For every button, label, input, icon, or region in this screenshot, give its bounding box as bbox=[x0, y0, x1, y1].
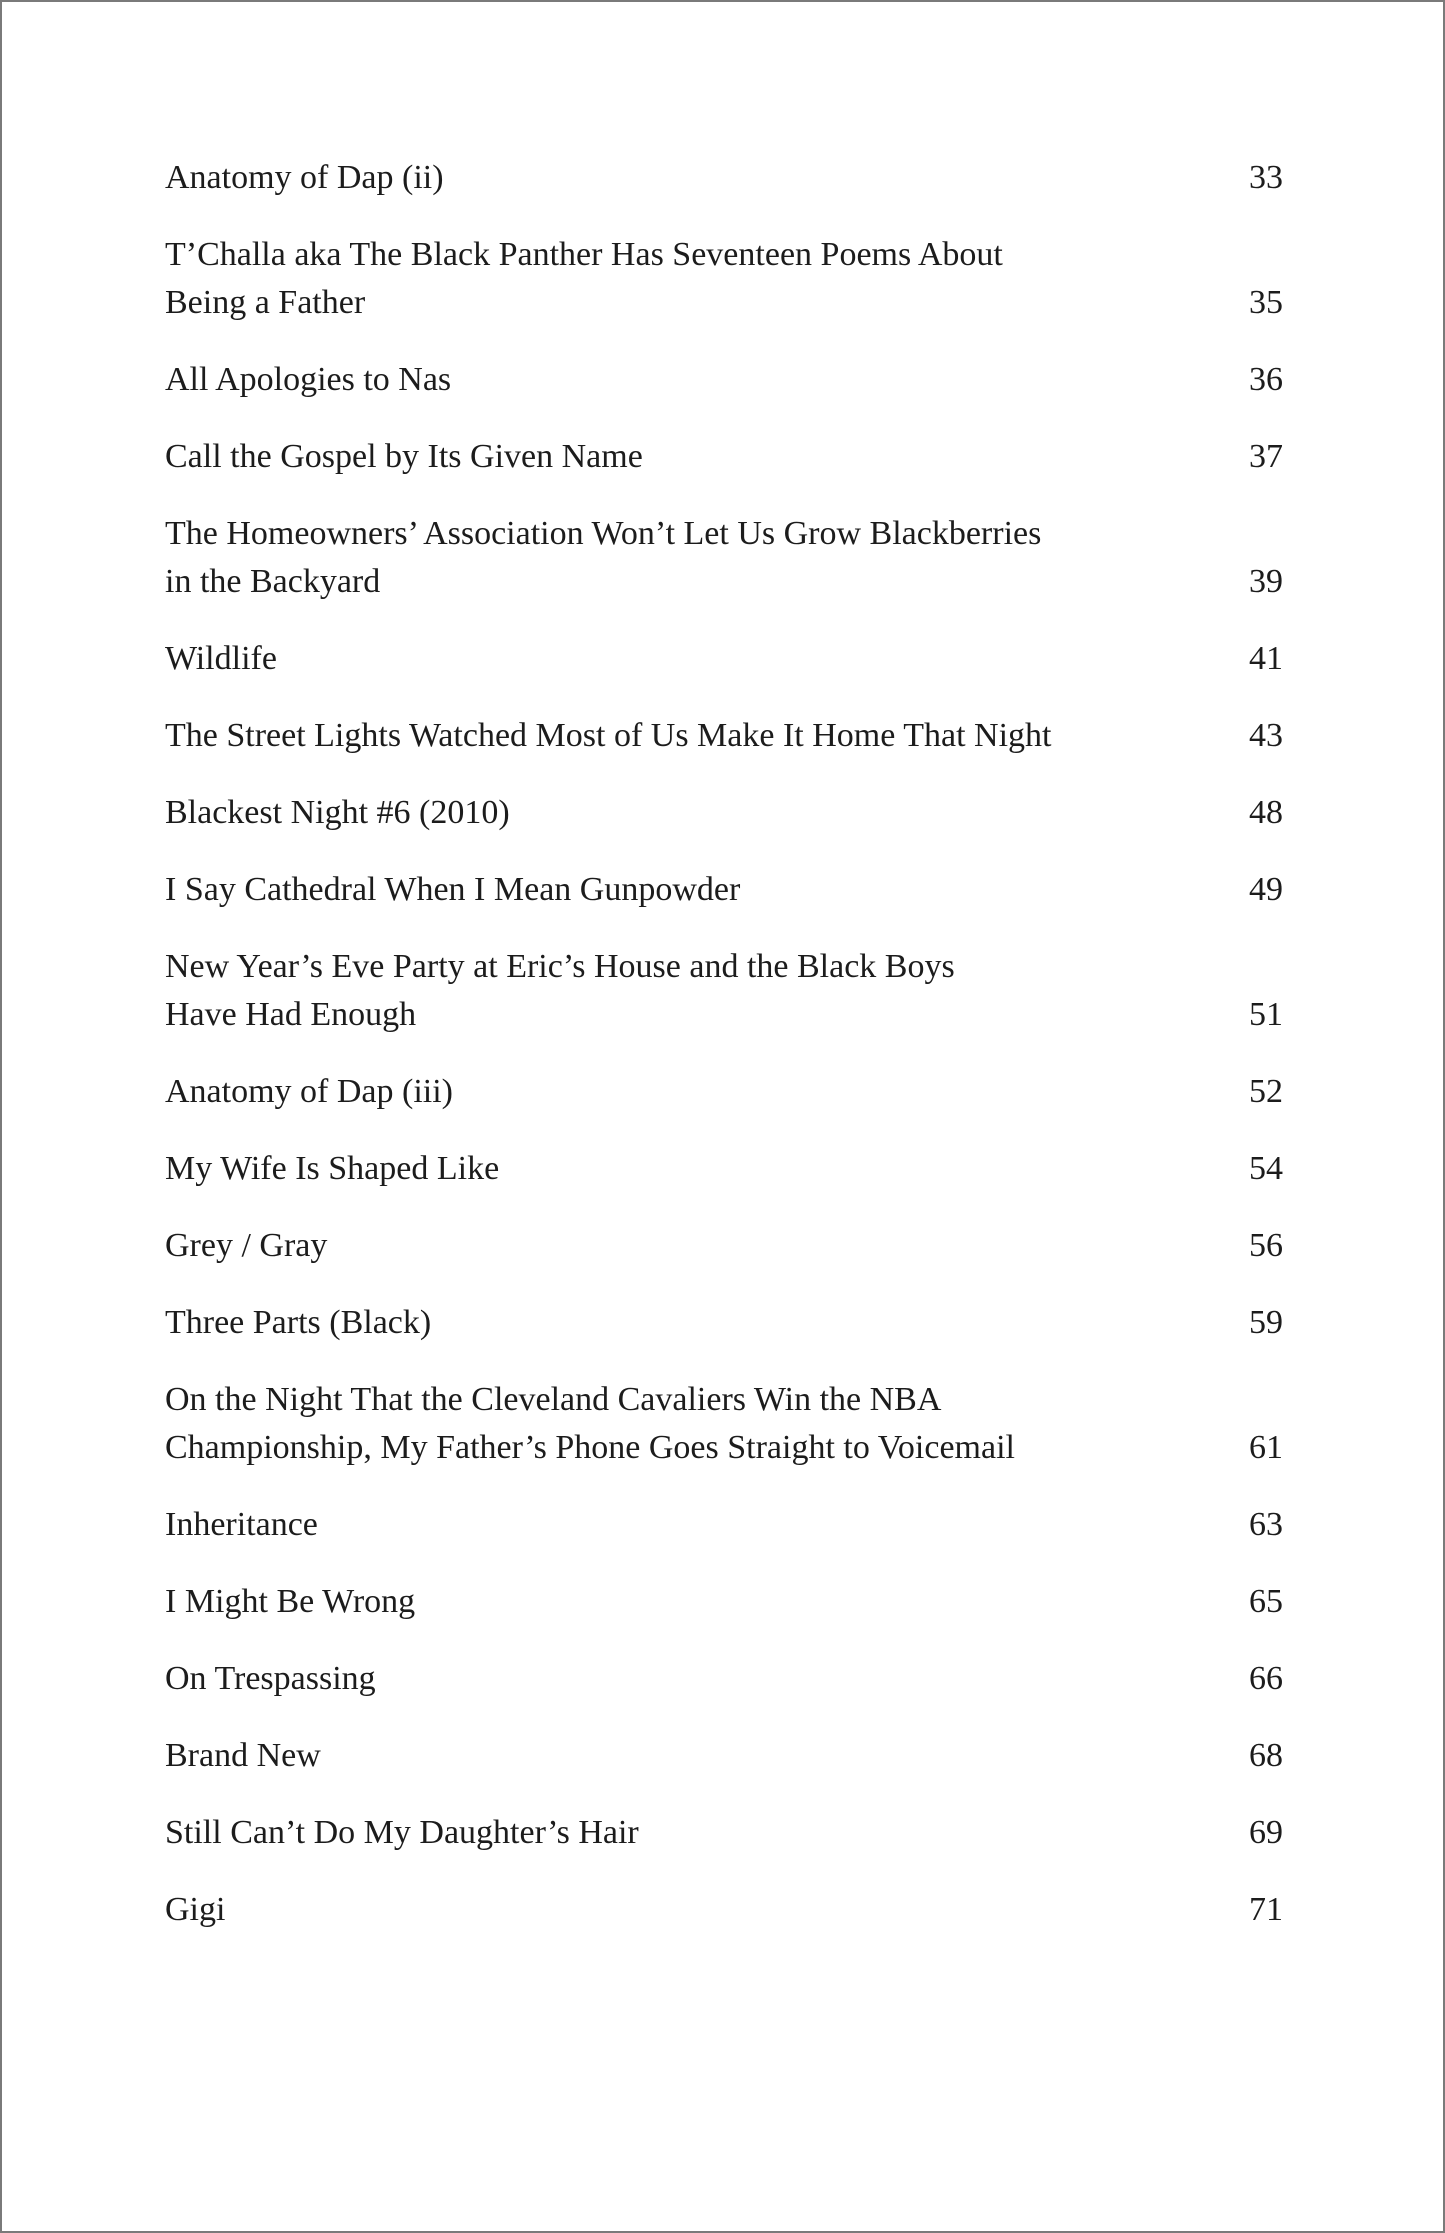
entry-title bbox=[165, 1376, 1015, 1472]
entry-page-number: 49 bbox=[1249, 871, 1283, 908]
entry-page-number: 52 bbox=[1249, 1073, 1283, 1110]
entry-page-number: 41 bbox=[1249, 640, 1283, 677]
entry-page-number: 54 bbox=[1249, 1150, 1283, 1187]
entry-title bbox=[165, 1299, 431, 1347]
entry-title bbox=[165, 1222, 327, 1270]
entry-title-line: On the Night That the Cleveland Cavaliers Win the NBA bbox=[165, 1381, 942, 1418]
entry-title bbox=[165, 356, 451, 404]
entry-page-number: 39 bbox=[1249, 563, 1283, 600]
toc-entry bbox=[165, 154, 1283, 202]
entry-page-number: 71 bbox=[1249, 1891, 1283, 1928]
entry-title-line: I Say Cathedral When I Mean Gunpowder bbox=[165, 871, 741, 908]
entry-title-line: Call the Gospel by Its Given Name bbox=[165, 438, 643, 475]
entry-title bbox=[165, 943, 955, 1039]
toc-entry-list bbox=[165, 154, 1283, 1934]
entry-title-line: Anatomy of Dap (iii) bbox=[165, 1073, 453, 1110]
entry-title bbox=[165, 712, 1051, 760]
entry-title-line: Still Can’t Do My Daughter’s Hair bbox=[165, 1814, 639, 1851]
entry-page-number: 37 bbox=[1249, 438, 1283, 475]
entry-title-line: Blackest Night #6 (2010) bbox=[165, 794, 510, 831]
toc-entry bbox=[165, 1145, 1283, 1193]
entry-title bbox=[165, 1501, 318, 1549]
entry-title-line: Wildlife bbox=[165, 640, 277, 677]
toc-entry bbox=[165, 1299, 1283, 1347]
entry-title-line: Three Parts (Black) bbox=[165, 1304, 432, 1341]
entry-title bbox=[165, 866, 740, 914]
toc-entry bbox=[165, 433, 1283, 481]
entry-title-line: The Homeowners’ Association Won’t Let Us Grow Blackberries bbox=[165, 515, 1042, 552]
entry-page-number: 65 bbox=[1249, 1583, 1283, 1620]
entry-title bbox=[165, 1886, 225, 1934]
entry-title-line: All Apologies to Nas bbox=[165, 361, 452, 398]
toc-entry bbox=[165, 1068, 1283, 1116]
toc-entry bbox=[165, 789, 1283, 837]
entry-title bbox=[165, 510, 1041, 606]
entry-title-line: Gigi bbox=[165, 1891, 226, 1928]
entry-title-line: Anatomy of Dap (ii) bbox=[165, 159, 444, 196]
entry-page-number: 35 bbox=[1249, 284, 1283, 321]
entry-title bbox=[165, 231, 1003, 327]
entry-page-number: 48 bbox=[1249, 794, 1283, 831]
toc-entry bbox=[165, 1501, 1283, 1549]
entry-page-number: 43 bbox=[1249, 717, 1283, 754]
entry-title bbox=[165, 1578, 415, 1626]
toc-entry bbox=[165, 1732, 1283, 1780]
entry-page-number: 66 bbox=[1249, 1660, 1283, 1697]
toc-entry bbox=[165, 866, 1283, 914]
toc-entry bbox=[165, 1578, 1283, 1626]
entry-title-line: in the Backyard bbox=[165, 563, 381, 600]
entry-page-number: 59 bbox=[1249, 1304, 1283, 1341]
entry-title bbox=[165, 1732, 321, 1780]
toc-entry bbox=[165, 1655, 1283, 1703]
entry-page-number: 61 bbox=[1249, 1429, 1283, 1466]
entry-title bbox=[165, 1655, 376, 1703]
entry-title bbox=[165, 433, 643, 481]
entry-title-line: Have Had Enough bbox=[165, 996, 417, 1033]
entry-page-number: 56 bbox=[1249, 1227, 1283, 1264]
toc-entry bbox=[165, 943, 1283, 1039]
entry-title bbox=[165, 1145, 499, 1193]
entry-title bbox=[165, 1809, 639, 1857]
toc-entry bbox=[165, 635, 1283, 683]
entry-title-line: Grey / Gray bbox=[165, 1227, 328, 1264]
entry-page-number: 51 bbox=[1249, 996, 1283, 1033]
toc-entry bbox=[165, 1809, 1283, 1857]
entry-page-number: 69 bbox=[1249, 1814, 1283, 1851]
entry-title-line: T’Challa aka The Black Panther Has Seventeen Poems About bbox=[165, 236, 1003, 273]
toc-entry bbox=[165, 712, 1283, 760]
entry-title-line: New Year’s Eve Party at Eric’s House and the Black Boys bbox=[165, 948, 955, 985]
entry-title-line: I Might Be Wrong bbox=[165, 1583, 416, 1620]
entry-title bbox=[165, 154, 444, 202]
entry-title-line: On Trespassing bbox=[165, 1660, 376, 1697]
toc-entry bbox=[165, 231, 1283, 327]
toc-entry bbox=[165, 510, 1283, 606]
entry-title-line: Brand New bbox=[165, 1737, 321, 1774]
toc-entry bbox=[165, 1886, 1283, 1934]
entry-page-number: 68 bbox=[1249, 1737, 1283, 1774]
entry-title bbox=[165, 635, 277, 683]
entry-page-number: 33 bbox=[1249, 159, 1283, 196]
entry-title-line: Inheritance bbox=[165, 1506, 318, 1543]
toc-entry bbox=[165, 1376, 1283, 1472]
entry-title bbox=[165, 1068, 453, 1116]
entry-title bbox=[165, 789, 510, 837]
entry-page-number: 63 bbox=[1249, 1506, 1283, 1543]
entry-title-line: Being a Father bbox=[165, 284, 366, 321]
entry-title-line: My Wife Is Shaped Like bbox=[165, 1150, 500, 1187]
entry-title-line: Championship, My Father’s Phone Goes Straight to Voicemail bbox=[165, 1429, 1015, 1466]
toc-entry bbox=[165, 356, 1283, 404]
toc-entry bbox=[165, 1222, 1283, 1270]
entry-title-line: The Street Lights Watched Most of Us Make It Home That Night bbox=[165, 717, 1052, 754]
entry-page-number: 36 bbox=[1249, 361, 1283, 398]
